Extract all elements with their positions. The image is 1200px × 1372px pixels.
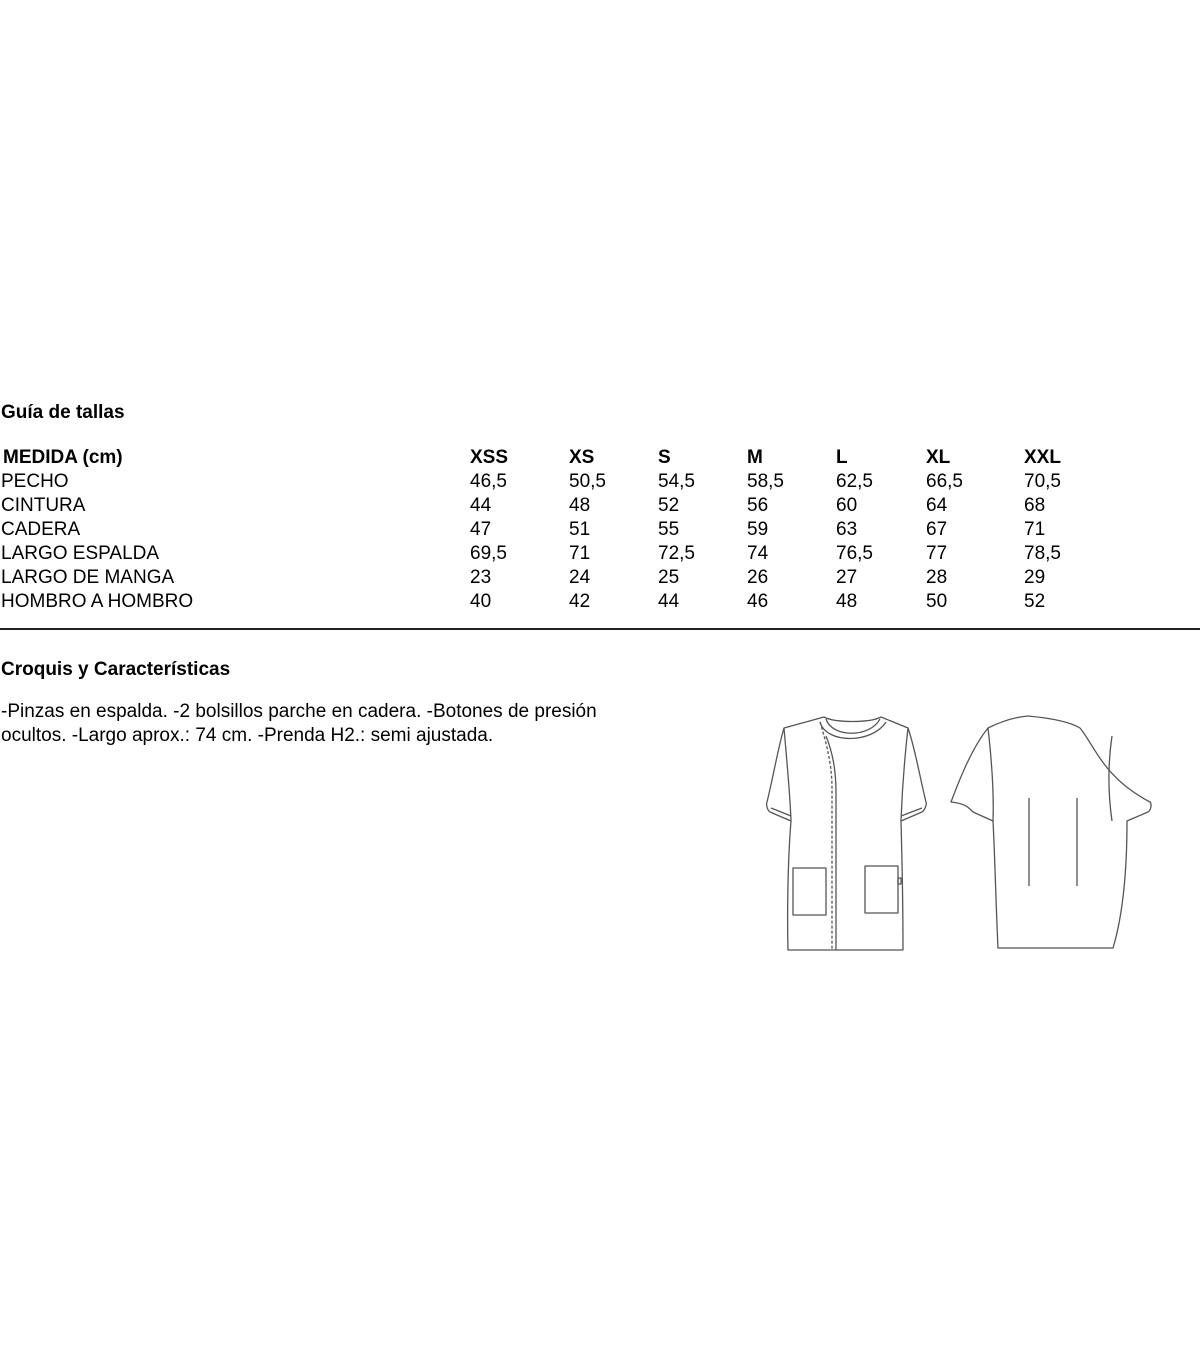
table-row: [0, 518, 1200, 542]
table-cell: 42: [569, 591, 591, 612]
table-cell: 52: [658, 495, 680, 516]
table-cell: 24: [569, 567, 591, 588]
table-cell: 29: [1024, 567, 1046, 588]
table-cell: 60: [836, 495, 858, 516]
table-row: [0, 566, 1200, 590]
section-divider: [0, 628, 1200, 630]
table-cell: 52: [1024, 591, 1046, 612]
features-description: -Pinzas en espalda. -2 bolsillos parche en cadera. -Botones de presión ocultos. -Largo aprox.: 74 cm. -Prenda H2.: semi ajustada.: [1, 701, 597, 746]
features-title: Croquis y Características: [1, 659, 231, 680]
table-cell: 28: [926, 567, 948, 588]
table-cell: 27: [836, 567, 858, 588]
table-cell: 54,5: [658, 471, 695, 492]
tunic-front-sketch-icon: [767, 717, 927, 950]
table-cell: 46: [747, 591, 769, 612]
table-header-row: [0, 446, 1200, 470]
table-cell: 47: [470, 519, 492, 540]
row-label: LARGO DE MANGA: [1, 567, 175, 588]
row-label: CADERA: [1, 519, 81, 540]
table-cell: 71: [569, 543, 591, 564]
row-label: LARGO ESPALDA: [1, 543, 160, 564]
table-cell: 66,5: [926, 471, 963, 492]
table-cell: 59: [747, 519, 769, 540]
table-cell: 25: [658, 567, 680, 588]
table-cell: 77: [926, 543, 948, 564]
table-cell: 71: [1024, 519, 1046, 540]
table-cell: 44: [470, 495, 492, 516]
size-header: XL: [926, 447, 951, 468]
measure-column-header: MEDIDA (cm): [3, 447, 123, 468]
table-cell: 48: [569, 495, 591, 516]
table-cell: 64: [926, 495, 948, 516]
table-cell: 58,5: [747, 471, 784, 492]
table-cell: 70,5: [1024, 471, 1061, 492]
table-row: [0, 470, 1200, 494]
table-cell: 78,5: [1024, 543, 1061, 564]
table-cell: 51: [569, 519, 591, 540]
size-guide-title: Guía de tallas: [1, 402, 125, 423]
size-header: XS: [569, 447, 595, 468]
table-cell: 67: [926, 519, 948, 540]
table-cell: 62,5: [836, 471, 873, 492]
table-row: [0, 494, 1200, 518]
size-header: XSS: [470, 447, 509, 468]
table-cell: 72,5: [658, 543, 695, 564]
size-table: [0, 446, 1200, 614]
size-header: XXL: [1024, 447, 1061, 468]
table-cell: 50: [926, 591, 948, 612]
row-label: CINTURA: [1, 495, 86, 516]
table-cell: 74: [747, 543, 769, 564]
size-header: M: [747, 447, 763, 468]
table-row: [0, 590, 1200, 614]
table-cell: 26: [747, 567, 769, 588]
table-cell: 46,5: [470, 471, 507, 492]
row-label: HOMBRO A HOMBRO: [1, 591, 194, 612]
table-cell: 44: [658, 591, 680, 612]
table-cell: 68: [1024, 495, 1046, 516]
tunic-back-sketch-icon: [951, 716, 1151, 948]
row-label: PECHO: [1, 471, 69, 492]
table-cell: 56: [747, 495, 769, 516]
table-cell: 63: [836, 519, 858, 540]
table-cell: 40: [470, 591, 492, 612]
table-cell: 76,5: [836, 543, 873, 564]
table-cell: 23: [470, 567, 492, 588]
table-row: [0, 542, 1200, 566]
garment-sketch: [740, 708, 1160, 958]
table-cell: 48: [836, 591, 858, 612]
size-header: L: [836, 447, 848, 468]
table-cell: 69,5: [470, 543, 507, 564]
size-header: S: [658, 447, 671, 468]
table-cell: 50,5: [569, 471, 606, 492]
table-cell: 55: [658, 519, 680, 540]
